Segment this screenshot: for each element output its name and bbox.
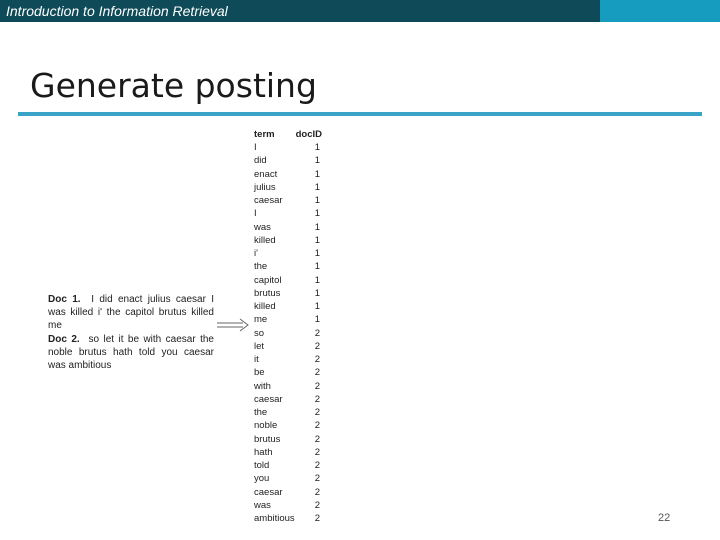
doc-1-text: I did enact julius caesar I was killed i' the capitol brutus killed me bbox=[48, 294, 215, 332]
posting-docid: 2 bbox=[314, 473, 320, 485]
posting-row bbox=[254, 394, 322, 407]
posting-term: capitol bbox=[254, 274, 282, 286]
posting-row bbox=[254, 248, 322, 261]
posting-term: I bbox=[254, 208, 257, 220]
posting-docid: 1 bbox=[314, 155, 320, 167]
posting-term: brutus bbox=[254, 287, 281, 299]
posting-docid: 1 bbox=[314, 248, 320, 259]
posting-row bbox=[254, 328, 322, 341]
posting-term: did bbox=[254, 155, 267, 167]
posting-docid: 2 bbox=[314, 499, 320, 511]
posting-docid: 1 bbox=[314, 261, 320, 273]
posting-row bbox=[254, 301, 322, 314]
posting-row bbox=[254, 341, 322, 354]
posting-term: was bbox=[254, 499, 271, 511]
posting-term: caesar bbox=[254, 195, 283, 206]
right-arrow-icon bbox=[216, 318, 250, 332]
posting-docid: 2 bbox=[314, 420, 320, 432]
posting-term: the bbox=[254, 407, 268, 418]
posting-term: ambitious bbox=[254, 513, 295, 524]
posting-row bbox=[254, 195, 322, 208]
posting-term: the bbox=[254, 261, 268, 273]
posting-docid: 2 bbox=[314, 407, 320, 418]
posting-term: brutus bbox=[254, 433, 281, 445]
posting-term: julius bbox=[254, 181, 276, 193]
title-divider bbox=[18, 112, 702, 116]
posting-docid: 1 bbox=[314, 274, 320, 286]
posting-row bbox=[254, 182, 322, 195]
header-accent bbox=[600, 0, 720, 22]
posting-docid: 2 bbox=[314, 486, 320, 498]
doc-1-line-1 bbox=[48, 293, 214, 333]
posting-term: enact bbox=[254, 168, 278, 180]
slide-title: Generate posting bbox=[30, 66, 317, 105]
posting-row bbox=[254, 169, 322, 182]
posting-row bbox=[254, 288, 322, 301]
page-number: 22 bbox=[658, 512, 671, 524]
doc-2-label: Doc 2. bbox=[48, 333, 80, 345]
posting-row bbox=[254, 460, 322, 473]
posting-docid: 1 bbox=[314, 181, 320, 193]
posting-row bbox=[254, 275, 322, 288]
posting-term: caesar bbox=[254, 393, 283, 405]
posting-term: let bbox=[254, 340, 265, 352]
posting-docid: 1 bbox=[314, 301, 320, 312]
posting-row bbox=[254, 447, 322, 460]
posting-row bbox=[254, 367, 322, 380]
docid-column-header: docID bbox=[295, 129, 322, 140]
posting-docid: 1 bbox=[314, 208, 320, 220]
posting-row bbox=[254, 222, 322, 235]
posting-row bbox=[254, 155, 322, 168]
posting-docid: 2 bbox=[314, 367, 320, 379]
document-collection bbox=[48, 293, 214, 372]
posting-term: killed bbox=[254, 301, 276, 312]
posting-row bbox=[254, 500, 322, 513]
posting-row bbox=[254, 235, 322, 248]
posting-term: with bbox=[254, 380, 271, 392]
posting-docid: 1 bbox=[314, 234, 320, 246]
posting-term: noble bbox=[254, 420, 278, 432]
posting-docid: 2 bbox=[314, 340, 320, 352]
posting-row bbox=[254, 487, 322, 500]
posting-docid: 2 bbox=[314, 433, 320, 445]
posting-docid: 2 bbox=[314, 460, 320, 471]
posting-docid: 1 bbox=[314, 314, 320, 326]
course-title: Introduction to Information Retrieval bbox=[6, 3, 228, 19]
posting-row bbox=[254, 473, 322, 486]
posting-docid: 1 bbox=[314, 195, 320, 206]
posting-term: you bbox=[254, 473, 270, 485]
posting-row bbox=[254, 513, 322, 526]
posting-docid: 2 bbox=[314, 513, 320, 524]
posting-term: be bbox=[254, 367, 265, 379]
posting-docid: 1 bbox=[314, 168, 320, 180]
doc-2-text: so let it be with caesar the noble brutus hath told you caesar was ambitious bbox=[48, 333, 214, 372]
header-bar bbox=[0, 0, 720, 22]
posting-term: was bbox=[254, 221, 271, 233]
posting-term: hath bbox=[254, 446, 273, 458]
posting-term: killed bbox=[254, 234, 276, 246]
term-column-header: term bbox=[254, 129, 275, 140]
posting-term: so bbox=[254, 327, 265, 339]
posting-docid: 2 bbox=[314, 327, 320, 339]
posting-docid: 1 bbox=[314, 221, 320, 233]
posting-docid: 2 bbox=[314, 393, 320, 405]
posting-docid: 2 bbox=[314, 380, 320, 392]
doc-1-label: Doc 1. bbox=[48, 294, 81, 305]
posting-row bbox=[254, 407, 322, 420]
posting-row bbox=[254, 420, 322, 433]
posting-row bbox=[254, 261, 322, 274]
posting-term: caesar bbox=[254, 486, 283, 498]
posting-term: it bbox=[254, 354, 259, 365]
posting-row bbox=[254, 381, 322, 394]
posting-docid: 2 bbox=[314, 354, 320, 365]
posting-term: me bbox=[254, 314, 268, 326]
posting-docid: 1 bbox=[314, 142, 320, 153]
posting-row bbox=[254, 434, 322, 447]
posting-term: i' bbox=[254, 248, 258, 259]
posting-table-header bbox=[254, 128, 322, 141]
posting-docid: 2 bbox=[314, 446, 320, 458]
posting-row bbox=[254, 314, 322, 327]
posting-docid: 1 bbox=[314, 287, 320, 299]
posting-row bbox=[254, 142, 322, 155]
posting-row bbox=[254, 208, 322, 221]
posting-row bbox=[254, 354, 322, 367]
posting-term: I bbox=[254, 142, 257, 153]
posting-term: told bbox=[254, 460, 270, 471]
doc-2-line bbox=[48, 333, 214, 373]
